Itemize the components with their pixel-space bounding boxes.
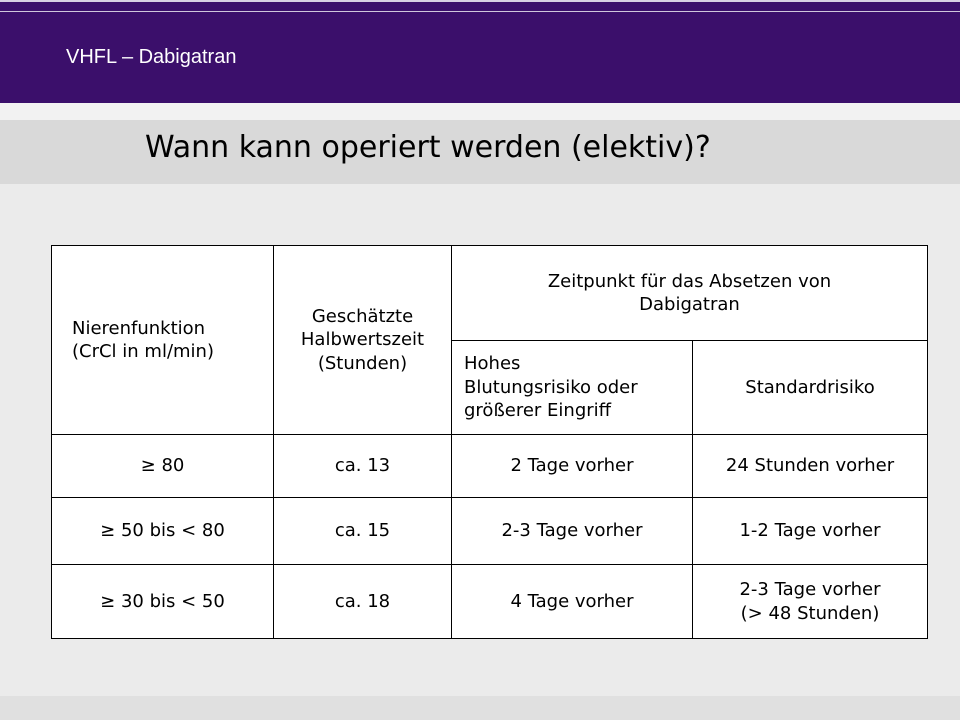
header-standard-risk: Standardrisiko (693, 341, 928, 435)
header-renal-line1: Nierenfunktion (72, 317, 206, 339)
cell-half-life: ca. 13 (274, 435, 452, 498)
cell-standard: 1-2 Tage vorher (693, 498, 928, 565)
header-high-risk-line3: größerer Eingriff (464, 400, 612, 422)
page-title: Wann kann operiert werden (elektiv)? (145, 130, 711, 165)
table-row (52, 565, 928, 639)
cell-high-risk: 2-3 Tage vorher (452, 498, 693, 565)
cell-half-life: ca. 18 (274, 565, 452, 639)
header-title: VHFL – Dabigatran (66, 46, 237, 68)
header-stop-time-line2: Dabigatran (639, 294, 740, 315)
header-stripe (0, 103, 960, 120)
cell-standard-line2: (> 48 Stunden) (740, 602, 880, 624)
cell-high-risk: 2 Tage vorher (452, 435, 693, 498)
cell-half-life: ca. 15 (274, 498, 452, 565)
header-renal-function (52, 246, 274, 435)
header-divider (0, 11, 960, 12)
cell-renal: ≥ 50 bis < 80 (52, 498, 274, 565)
header-high-risk-line2: Blutungsrisiko oder (464, 376, 638, 398)
header-half-life-line3: (Stunden) (317, 352, 408, 374)
header-stop-time-line1: Zeitpunkt für das Absetzen von (547, 270, 832, 292)
dosing-table (51, 245, 928, 639)
header-high-risk (452, 341, 693, 435)
cell-renal: ≥ 80 (52, 435, 274, 498)
cell-standard: 24 Stunden vorher (693, 435, 928, 498)
table-row (52, 435, 928, 498)
table-header-row (52, 246, 928, 341)
cell-high-risk: 4 Tage vorher (452, 565, 693, 639)
header-half-life (274, 246, 452, 435)
table-row (52, 498, 928, 565)
cell-standard-line1: 2-3 Tage vorher (739, 579, 881, 601)
header-high-risk-line1: Hohes (464, 353, 521, 375)
cell-renal: ≥ 30 bis < 50 (52, 565, 274, 639)
cell-standard (693, 565, 928, 639)
header-renal-line2: (CrCl in ml/min) (72, 341, 214, 362)
header-bar (0, 0, 960, 103)
header-half-life-line2: Halbwertszeit (300, 329, 425, 351)
header-stop-time (452, 246, 928, 341)
footer-band (0, 696, 960, 720)
header-half-life-line1: Geschätzte (311, 305, 414, 327)
